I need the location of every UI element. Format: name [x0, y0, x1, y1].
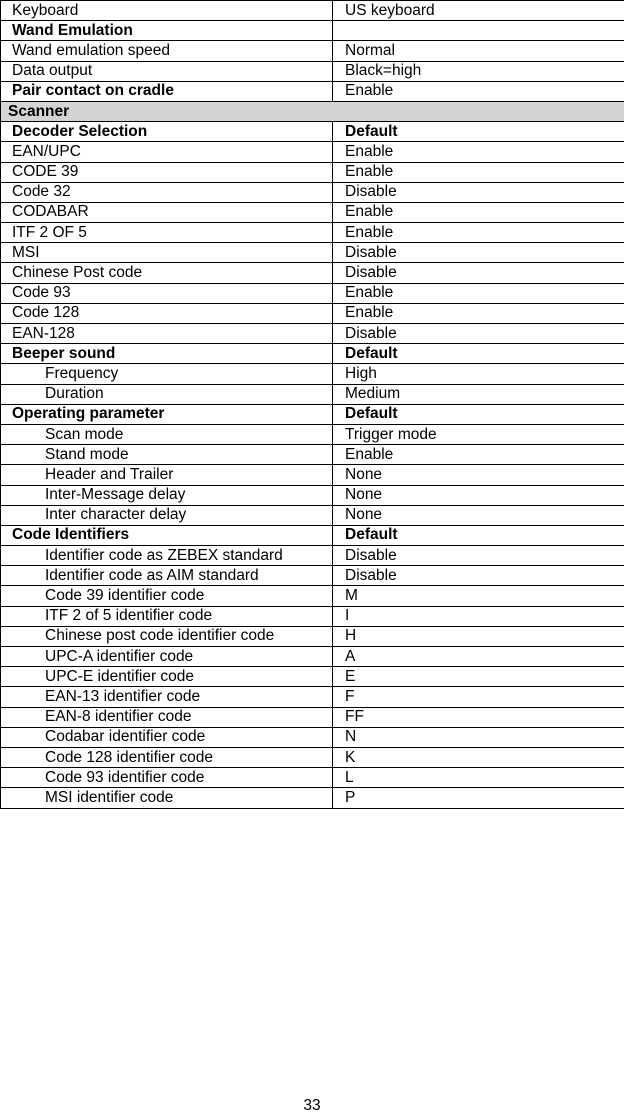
setting-name: Code 93 identifier code	[1, 768, 333, 788]
setting-value: Enable	[333, 142, 624, 162]
setting-name: Code 128	[1, 303, 333, 323]
setting-row	[1, 566, 624, 586]
setting-value: M	[333, 586, 624, 606]
setting-row	[1, 727, 624, 747]
setting-row	[1, 788, 624, 808]
setting-name: Inter-Message delay	[1, 485, 333, 505]
setting-name: Identifier code as ZEBEX standard	[1, 546, 333, 566]
group-default-label: Default	[333, 525, 624, 545]
section-title: Scanner	[1, 101, 624, 121]
group-default-label: Enable	[333, 81, 624, 101]
setting-row	[1, 202, 624, 222]
setting-name: Keyboard	[1, 1, 333, 21]
group-default-label: Default	[333, 404, 624, 424]
setting-name: UPC-A identifier code	[1, 647, 333, 667]
setting-row	[1, 445, 624, 465]
group-default-label: Default	[333, 344, 624, 364]
setting-name: Chinese post code identifier code	[1, 626, 333, 646]
setting-name: CODE 39	[1, 162, 333, 182]
group-default-label	[333, 21, 624, 41]
setting-row	[1, 364, 624, 384]
setting-value: Enable	[333, 303, 624, 323]
setting-row	[1, 647, 624, 667]
setting-value: Enable	[333, 445, 624, 465]
setting-name: Chinese Post code	[1, 263, 333, 283]
setting-name: Code 128 identifier code	[1, 747, 333, 767]
setting-name: Code 93	[1, 283, 333, 303]
setting-row	[1, 142, 624, 162]
setting-value: FF	[333, 707, 624, 727]
page-number: 33	[0, 1098, 624, 1114]
group-title: Decoder Selection	[1, 122, 333, 142]
setting-name: Wand emulation speed	[1, 41, 333, 61]
setting-name: Codabar identifier code	[1, 727, 333, 747]
setting-value: Disable	[333, 263, 624, 283]
group-title: Operating parameter	[1, 404, 333, 424]
setting-name: ITF 2 OF 5	[1, 223, 333, 243]
section-row	[1, 101, 624, 121]
setting-value: P	[333, 788, 624, 808]
setting-value: High	[333, 364, 624, 384]
setting-row	[1, 687, 624, 707]
setting-row	[1, 61, 624, 81]
setting-name: MSI	[1, 243, 333, 263]
setting-row	[1, 626, 624, 646]
setting-row	[1, 606, 624, 626]
setting-name: Header and Trailer	[1, 465, 333, 485]
setting-row	[1, 747, 624, 767]
setting-row	[1, 283, 624, 303]
group-header-row	[1, 81, 624, 101]
setting-row	[1, 182, 624, 202]
setting-row	[1, 162, 624, 182]
setting-row	[1, 707, 624, 727]
group-header-row	[1, 404, 624, 424]
setting-value: None	[333, 485, 624, 505]
setting-value: Enable	[333, 162, 624, 182]
setting-row	[1, 667, 624, 687]
setting-name: Code 32	[1, 182, 333, 202]
setting-row	[1, 243, 624, 263]
setting-value: Enable	[333, 202, 624, 222]
setting-value: F	[333, 687, 624, 707]
setting-value: None	[333, 465, 624, 485]
setting-row	[1, 768, 624, 788]
group-title: Code Identifiers	[1, 525, 333, 545]
setting-row	[1, 546, 624, 566]
setting-value: E	[333, 667, 624, 687]
setting-name: Frequency	[1, 364, 333, 384]
setting-name: MSI identifier code	[1, 788, 333, 808]
group-header-row	[1, 525, 624, 545]
group-title: Wand Emulation	[1, 21, 333, 41]
group-default-label: Default	[333, 122, 624, 142]
setting-value: None	[333, 505, 624, 525]
setting-row	[1, 41, 624, 61]
setting-row	[1, 223, 624, 243]
setting-name: CODABAR	[1, 202, 333, 222]
setting-value: Trigger mode	[333, 424, 624, 444]
setting-name: Inter character delay	[1, 505, 333, 525]
setting-value: Disable	[333, 566, 624, 586]
setting-name: Duration	[1, 384, 333, 404]
setting-name: ITF 2 of 5 identifier code	[1, 606, 333, 626]
setting-name: Data output	[1, 61, 333, 81]
setting-row	[1, 384, 624, 404]
setting-value: Disable	[333, 324, 624, 344]
setting-value: Disable	[333, 546, 624, 566]
setting-name: EAN-128	[1, 324, 333, 344]
group-title: Beeper sound	[1, 344, 333, 364]
settings-table-body	[1, 1, 624, 809]
setting-row	[1, 324, 624, 344]
setting-row	[1, 1, 624, 21]
setting-row	[1, 263, 624, 283]
setting-name: Code 39 identifier code	[1, 586, 333, 606]
setting-row	[1, 424, 624, 444]
setting-name: Scan mode	[1, 424, 333, 444]
setting-value: Black=high	[333, 61, 624, 81]
setting-value: US keyboard	[333, 1, 624, 21]
setting-value: Medium	[333, 384, 624, 404]
setting-row	[1, 303, 624, 323]
setting-value: H	[333, 626, 624, 646]
setting-value: K	[333, 747, 624, 767]
group-header-row	[1, 122, 624, 142]
setting-row	[1, 465, 624, 485]
setting-value: Disable	[333, 182, 624, 202]
setting-name: EAN/UPC	[1, 142, 333, 162]
setting-value: Enable	[333, 283, 624, 303]
setting-value: L	[333, 768, 624, 788]
setting-value: A	[333, 647, 624, 667]
setting-name: EAN-8 identifier code	[1, 707, 333, 727]
group-title: Pair contact on cradle	[1, 81, 333, 101]
setting-name: UPC-E identifier code	[1, 667, 333, 687]
setting-name: EAN-13 identifier code	[1, 687, 333, 707]
setting-row	[1, 485, 624, 505]
setting-value: Disable	[333, 243, 624, 263]
setting-name: Identifier code as AIM standard	[1, 566, 333, 586]
setting-value: I	[333, 606, 624, 626]
setting-value: Normal	[333, 41, 624, 61]
group-header-row	[1, 344, 624, 364]
setting-row	[1, 586, 624, 606]
setting-name: Stand mode	[1, 445, 333, 465]
setting-value: N	[333, 727, 624, 747]
setting-row	[1, 505, 624, 525]
group-header-row	[1, 21, 624, 41]
setting-value: Enable	[333, 223, 624, 243]
